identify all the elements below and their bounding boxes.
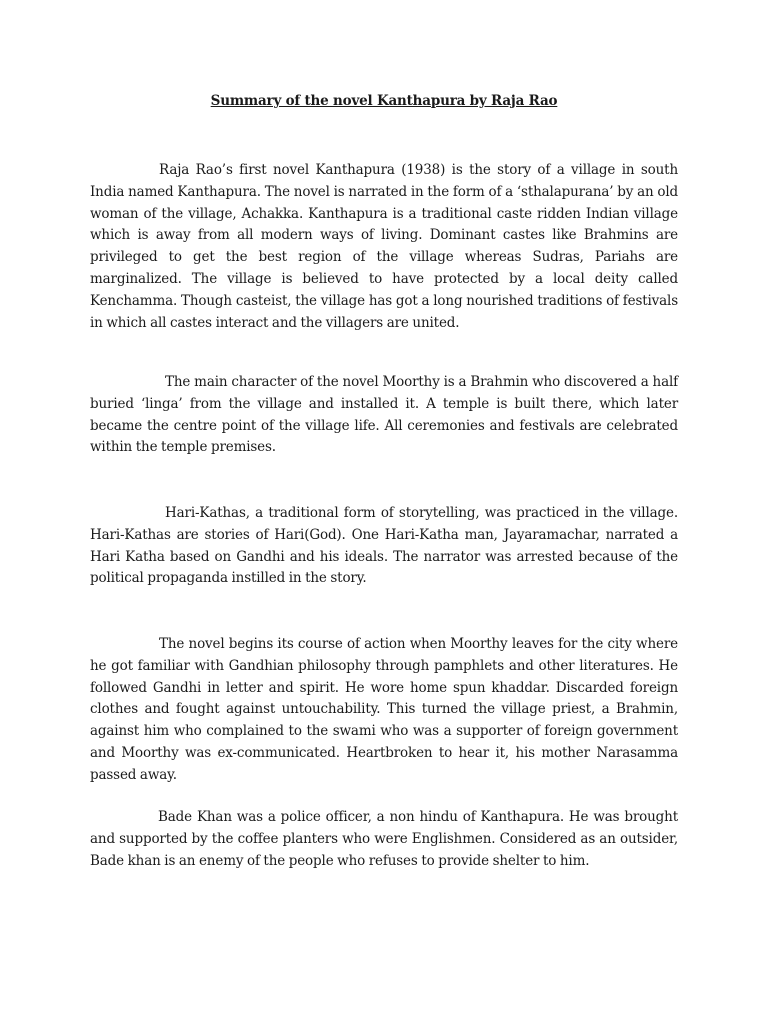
paragraph-intro: Raja Rao’s first novel Kanthapura (1938) is the story of a village in south India named Kanthapura. The novel is narrated in the form of a ‘sthalapurana’ by an old woman of the village, Achakka. Kanthapura is a traditional caste ridden Indian village which is away from all modern ways of living. Dominant castes like Brahmins are privileged to get the best region of the village whereas Sudras, Pariahs are marginalized. The village is believed to have protected by a local deity called Kenchamma. Though casteist, the village has got a long nourished traditions of festivals in which all castes interact and the villagers are united. (90, 162, 678, 331)
paragraph-course-of-action: The novel begins its course of action when Moorthy leaves for the city where he got familiar with Gandhian philosophy through pamphlets and other literatures. He followed Gandhi in letter and spirit. He wore home spun khaddar. Discarded foreign clothes and fought against untouchability. This turned the village priest, a Brahmin, against him who complained to the swami who was a supporter of foreign government and Moorthy was ex-communicated. Heartbroken to hear it, his mother Narasamma passed away. (90, 636, 678, 783)
paragraph-bade-khan: Bade Khan was a police officer, a non hindu of Kanthapura. He was brought and supported by the coffee planters who were Englishmen. Considered as an outsider, Bade khan is an enemy of the people who refuses to provide shelter to him. (90, 809, 678, 869)
paragraph-moorthy: The main character of the novel Moorthy is a Brahmin who discovered a half buried ‘linga’ from the village and installed it. A temple is built there, which later became the centre point of the village life. All ceremonies and festivals are celebrated within the temple premises. (90, 374, 678, 456)
paragraph-hari-kathas: Hari-Kathas, a traditional form of storytelling, was practiced in the village. Hari-Kathas are stories of Hari(God). One Hari-Katha man, Jayaramachar, narrated a Hari Katha based on Gandhi and his ideals. The narrator was arrested because of the political propaganda instilled in the story. (90, 505, 678, 587)
document-title: Summary of the novel Kanthapura by Raja Rao (210, 93, 558, 109)
